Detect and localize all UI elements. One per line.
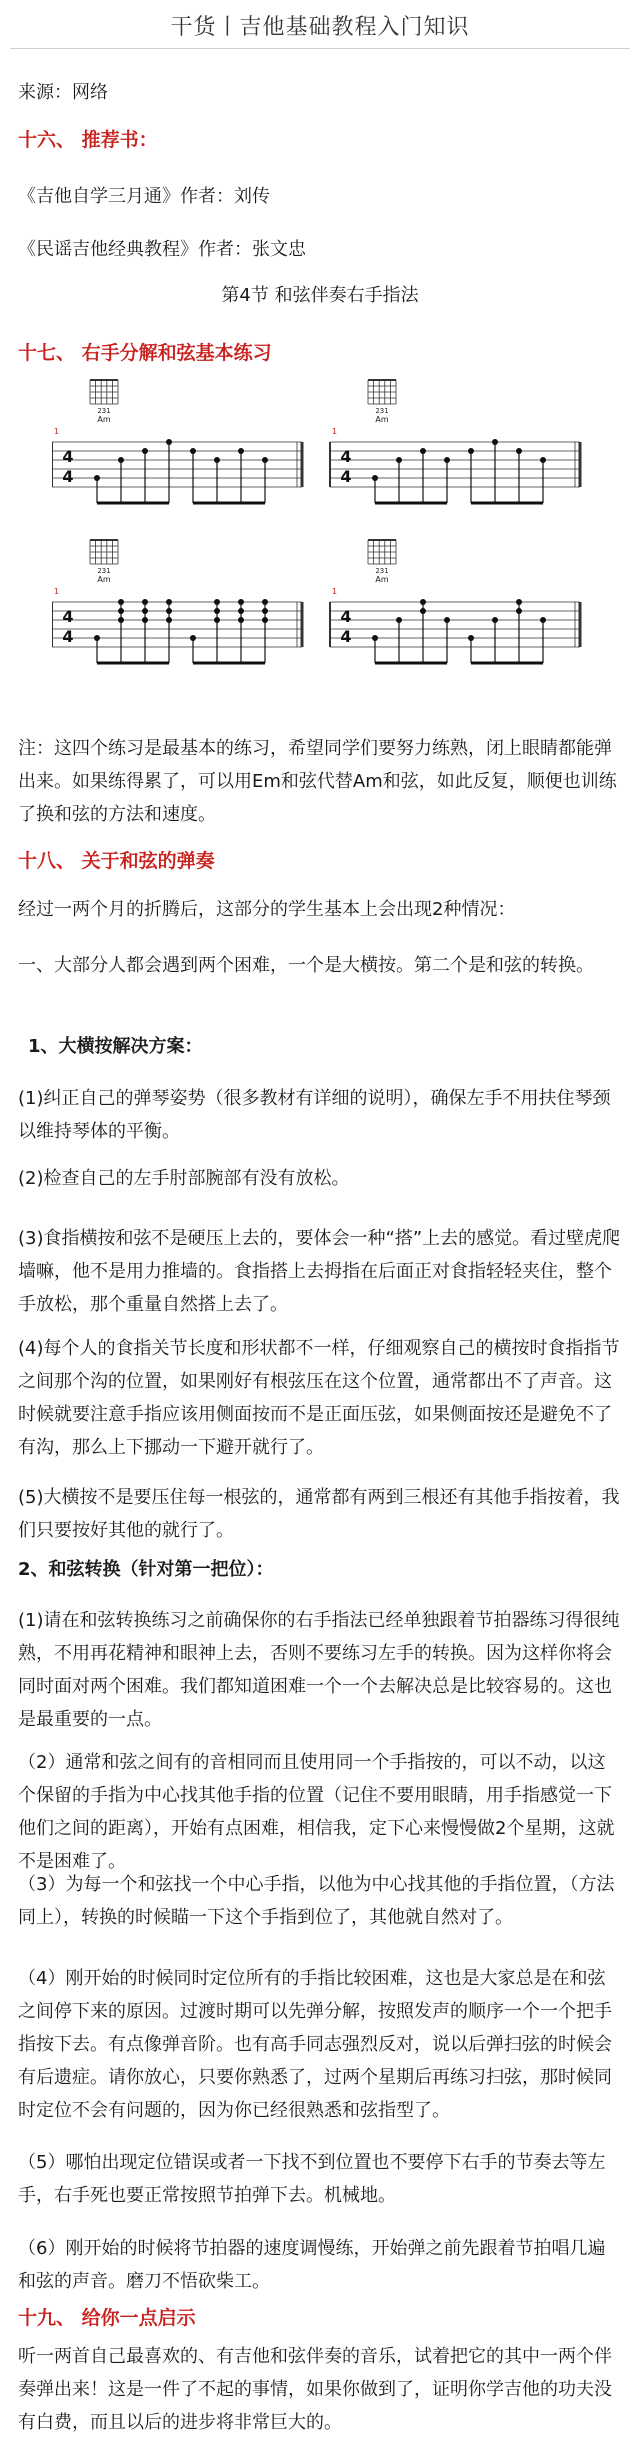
time-signature-bottom: 4 <box>62 627 74 646</box>
chord-name: Am <box>375 575 389 584</box>
barre-tip-2: (2)检查自己的左手肘部腕部有没有放松。 <box>18 1168 350 1189</box>
exercise-note: 注：这四个练习是最基本的练习，希望同学们要努力练熟，闭上眼睛都能弹出来。如果练得累了，可以用Em和弦代替Am和弦，如此反复，顺便也训练了换和弦的方法和速度。 <box>18 738 617 825</box>
source-line: 来源：网络 <box>18 82 108 103</box>
time-signature-top: 4 <box>62 447 74 466</box>
measure-number: 1 <box>332 427 338 436</box>
time-signature-bottom: 4 <box>340 467 352 486</box>
chord-fingering: 231 <box>97 567 111 575</box>
chord-fingering: 231 <box>375 567 389 575</box>
book-2: 《民谣吉他经典教程》作者：张文忠 <box>18 239 306 260</box>
subheading-barre: 1、大横按解决方案： <box>28 1036 203 1057</box>
change-tip-6: （6）刚开始的时候将节拍器的速度调慢练，开始弹之前先跟着节拍唱几遍和弦的声音。磨刀不悟砍柴工。 <box>18 2238 606 2292</box>
section-18-intro-2: 一、大部分人都会遇到两个困难，一个是大横按。第二个是和弦的转换。 <box>18 955 594 976</box>
time-signature-top: 4 <box>62 607 74 626</box>
time-signature-top: 4 <box>340 607 352 626</box>
section-18-heading: 十八、 关于和弦的弹奏 <box>18 850 215 872</box>
measure-number: 1 <box>332 587 338 596</box>
change-tip-2: （2）通常和弦之间有的音相同而且使用同一个手指按的，可以不动，以这个保留的手指为中心找其他手指的位置（记住不要用眼睛，用手指感觉一下他们之间的距离），开始有点困难，相信我，定下心来慢慢做2个星期，这就不是困难了。 <box>18 1752 615 1872</box>
section-18-intro-1: 经过一两个月的折腾后，这部分的学生基本上会出现2种情况： <box>18 899 516 920</box>
chord-name: Am <box>375 415 389 424</box>
change-tip-1: (1)请在和弦转换练习之前确保你的右手指法已经单独跟着节拍器练习得很纯熟，不用再花精神和眼神上去，否则不要练习左手的转换。因为这样你将会同时面对两个困难。我们都知道困难一个一个去解决总是比较容易的。这也是最重要的一点。 <box>18 1610 620 1730</box>
section-19-heading: 十九、 给你一点启示 <box>18 2307 196 2329</box>
chord-fingering: 231 <box>97 407 111 415</box>
chord-name: Am <box>97 415 111 424</box>
article-title: 干货丨吉他基础教程入门知识 <box>170 15 470 40</box>
chord-fingering: 231 <box>375 407 389 415</box>
tab-notation-figure <box>52 372 592 672</box>
change-tip-5: （5）哪怕出现定位错误或者一下找不到位置也不要停下右手的节奏去等左手，右手死也要正常按照节拍弹下去。机械地。 <box>18 2152 606 2206</box>
title-divider <box>10 48 630 49</box>
change-tip-4: （4）刚开始的时候同时定位所有的手指比较困难，这也是大家总是在和弦之间停下来的原因。过渡时期可以先弹分解，按照发声的顺序一个一个把手指按下去。有点像弹音阶。也有高手同志强烈反对，说以后弹扫弦的时候会有后遗症。请你放心，只要你熟悉了，过两个星期后再练习扫弦，那时候同时定位不会有问题的，因为你已经很熟悉和弦指型了。 <box>18 1968 612 2121</box>
barre-tip-1: (1)纠正自己的弹琴姿势（很多教材有详细的说明），确保左手不用扶住琴颈以维持琴体的平衡。 <box>18 1088 611 1142</box>
section-19-text: 听一两首自己最喜欢的、有吉他和弦伴奏的音乐，试着把它的其中一两个伴奏弹出来！这是一件了不起的事情，如果你做到了，证明你学吉他的功夫没有白费，而且以后的进步将非常巨大的。 <box>18 2346 612 2433</box>
time-signature-top: 4 <box>340 447 352 466</box>
chord-name: Am <box>97 575 111 584</box>
section-16-heading: 十六、 推荐书： <box>18 129 158 151</box>
change-tip-3: （3）为每一个和弦找一个中心手指，以他为中心找其他的手指位置，（方法同上），转换的时候瞄一下这个手指到位了，其他就自然对了。 <box>18 1874 615 1928</box>
barre-tip-3: (3)食指横按和弦不是硬压上去的，要体会一种“搭”上去的感觉。看过壁虎爬墙嘛，他不是用力推墙的。食指搭上去拇指在后面正对食指轻轻夹住，整个手放松，那个重量自然搭上去了。 <box>18 1228 621 1315</box>
lesson-title: 第4节 和弦伴奏右手指法 <box>221 285 419 306</box>
time-signature-bottom: 4 <box>62 467 74 486</box>
section-17-heading: 十七、 右手分解和弦基本练习 <box>18 342 272 364</box>
time-signature-bottom: 4 <box>340 627 352 646</box>
book-1: 《吉他自学三月通》作者：刘传 <box>18 186 270 207</box>
measure-number: 1 <box>54 587 60 596</box>
subheading-chord-change: 2、和弦转换（针对第一把位）： <box>18 1559 274 1580</box>
measure-number: 1 <box>54 427 60 436</box>
tab-exercises <box>52 372 592 672</box>
barre-tip-5: (5)大横按不是要压住每一根弦的，通常都有两到三根还有其他手指按着，我们只要按好其他的就行了。 <box>18 1487 620 1541</box>
barre-tip-4: (4)每个人的食指关节长度和形状都不一样，仔细观察自己的横按时食指指节之间那个沟的位置，如果刚好有根弦压在这个位置，通常都出不了声音。这时候就要注意手指应该用侧面按而不是正面压弦，如果侧面按还是避免不了有沟，那么上下挪动一下避开就行了。 <box>18 1338 620 1458</box>
